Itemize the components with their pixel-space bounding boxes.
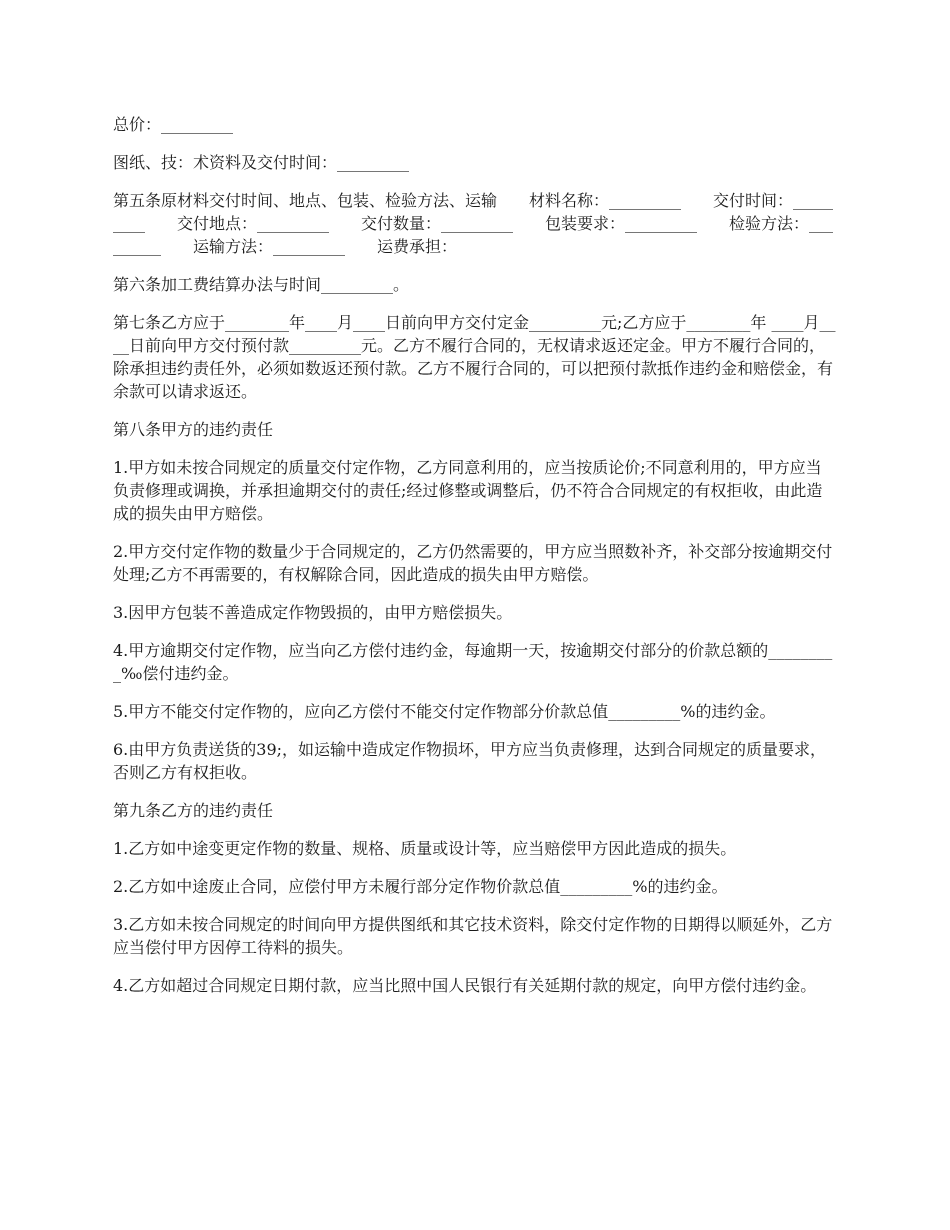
paragraph-article-8-item-5: 5.甲方不能交付定作物的，应向乙方偿付不能交付定作物部分价款总值_________%的违约金。 [113,702,776,721]
paragraph-article-9-item-2: 2.乙方如中途废止合同，应偿付甲方未履行部分定作物价款总值_________%的违约金。 [113,877,728,896]
paragraph-article-8-item-1: 1.甲方如未按合同规定的质量交付定作物，乙方同意利用的，应当按质论价;不同意利用的，甲方应当负责修理或调换，并承担逾期交付的责任;经过修整或调整后，仍不符合合同规定的有权拒收，由此造成的损失由甲方赔偿。 [113,458,823,523]
paragraph-article-8-item-4: 4.甲方逾期交付定作物，应当向乙方偿付违约金，每逾期一天，按逾期交付部分的价款总额的_________‰偿付违约金。 [113,641,833,683]
heading-article-8: 第八条甲方的违约责任 [113,420,274,439]
paragraph-total-price: 总价：_________ [113,115,234,134]
paragraph-article-5: 第五条原材料交付时间、地点、包装、检验方法、运输 材料名称：_________ 交付时间：_________ 交付地点：_________ 交付数量：_________ 包装要求：_________ 检验方法：_________ 运输方法：_________ 运费承担： [113,191,834,256]
paragraph-article-6: 第六条加工费结算办法与时间_________。 [113,275,410,294]
document-page [113,113,837,1012]
paragraph-article-8-item-3: 3.因甲方包装不善造成定作物毁损的，由甲方赔偿损失。 [113,603,513,622]
paragraph-article-8-item-2: 2.甲方交付定作物的数量少于合同规定的，乙方仍然需要的，甲方应当照数补齐，补交部分按逾期交付处理;乙方不再需要的，有权解除合同，因此造成的损失由甲方赔偿。 [113,542,833,584]
heading-article-9: 第九条乙方的违约责任 [113,801,274,820]
paragraph-article-9-item-1: 1.乙方如中途变更定作物的数量、规格、质量或设计等，应当赔偿甲方因此造成的损失。 [113,839,737,858]
paragraph-drawings-delivery-time: 图纸、技：术资料及交付时间：_________ [113,153,410,172]
paragraph-article-7: 第七条乙方应于________年____月____日前向甲方交付定金_________元;乙方应于________年 ____月____日前向甲方交付预付款_________元。乙方不履行合同的，无权请求返还定金。甲方不履行合同的，除承担违约责任外，必须如数返还预付款。乙方不履行合同的，可以把预付款抵作违约金和赔偿金，有余款可以请求返还。 [113,313,836,401]
paragraph-article-8-item-6: 6.由甲方负责送货的39;，如运输中造成定作物损坏，甲方应当负责修理，达到合同规定的质量要求，否则乙方有权拒收。 [113,740,827,782]
paragraph-article-9-item-3: 3.乙方如未按合同规定的时间向甲方提供图纸和其它技术资料，除交付定作物的日期得以顺延外，乙方应当偿付甲方因停工待料的损失。 [113,915,833,957]
paragraph-article-9-item-4: 4.乙方如超过合同规定日期付款，应当比照中国人民银行有关延期付款的规定，向甲方偿付违约金。 [113,976,817,995]
